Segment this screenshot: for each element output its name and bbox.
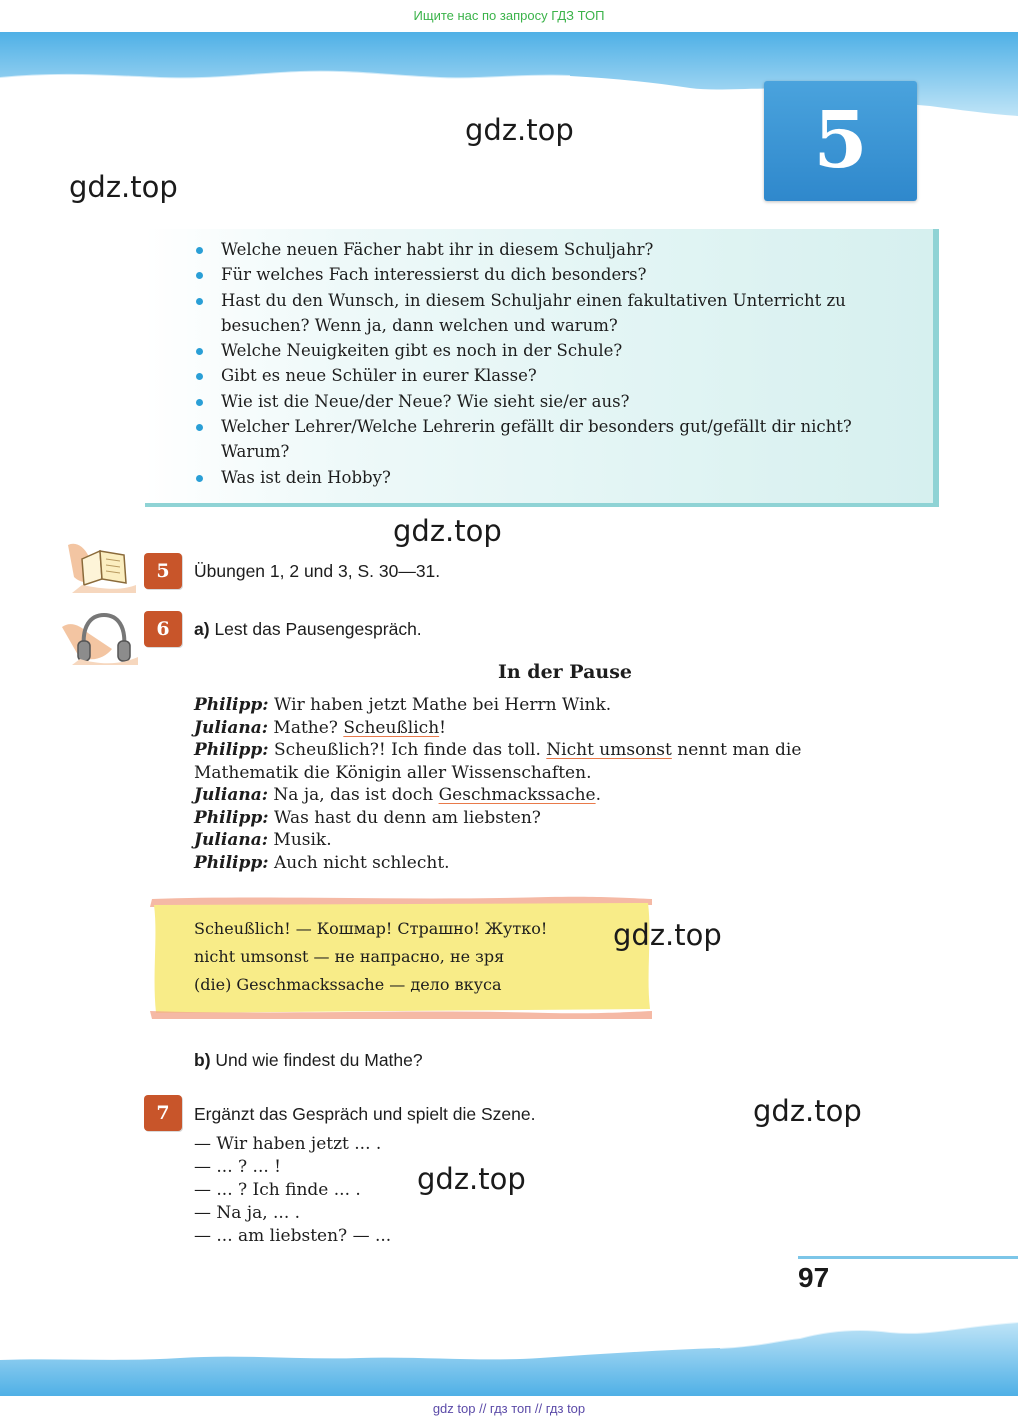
watermark: gdz.top [465, 113, 574, 147]
question-item [198, 363, 898, 388]
question-item [198, 465, 898, 490]
bullet-icon [196, 399, 203, 406]
exercise-number-badge: 5 [144, 553, 182, 589]
page-number: 97 [798, 1262, 830, 1293]
watermark: gdz.top [753, 1094, 862, 1128]
gap-line: — ... am liebsten? — ... [194, 1226, 392, 1246]
dialog-line [194, 784, 914, 807]
dialog-text: Auch nicht schlecht. [273, 852, 450, 873]
vocabulary-entry: nicht umsonst — не напрасно, не зря [194, 947, 505, 966]
bullet-icon [196, 247, 203, 254]
gap-line: — ... ? ... ! [194, 1157, 281, 1177]
exercise-instruction: Ergänzt das Gespräch und spielt die Szene. [194, 1104, 536, 1124]
exercise-instruction [194, 1050, 423, 1071]
watermark: gdz.top [69, 170, 178, 204]
bullet-icon [196, 348, 203, 355]
bullet-icon [196, 373, 203, 380]
question-text: Was ist dein Hobby? [221, 467, 391, 487]
question-item [198, 414, 898, 465]
question-item [198, 237, 898, 262]
question-text: Welche neuen Fächer habt ihr in diesem Schuljahr? [221, 240, 654, 259]
headphones-icon [60, 605, 140, 665]
workbook-icon [62, 537, 138, 593]
dialog-text: . [595, 785, 602, 805]
bullet-icon [196, 424, 203, 431]
page-number-rule [798, 1256, 1018, 1259]
speaker: Juliana: [194, 830, 268, 850]
instruction-text: Lest das Pausengespräch. [214, 619, 422, 639]
vocabulary-box [148, 895, 652, 1019]
exercise-instruction [194, 619, 422, 640]
dialog-title: In der Pause [497, 661, 632, 683]
question-text: Welcher Lehrer/Welche Lehrerin gefällt dir besonders gut/gefällt dir nicht? Warum? [221, 417, 852, 462]
gap-dialog [194, 1133, 391, 1248]
bullet-icon [196, 475, 203, 482]
question-item [198, 288, 898, 339]
gap-line: — Na ja, ... . [194, 1203, 301, 1223]
speaker: Philipp: [194, 695, 269, 715]
dialog-line [194, 739, 914, 762]
dialog [194, 694, 914, 874]
dialog-text: ! [439, 717, 446, 738]
dialog-text: Na ja, das ist doch [273, 785, 434, 805]
speaker: Juliana: [194, 717, 268, 738]
dialog-text: Mathe? [273, 717, 338, 738]
dialog-line [194, 762, 914, 785]
exercise-number-badge: 6 [144, 611, 182, 647]
dialog-text: Was hast du denn am liebsten? [273, 807, 541, 828]
question-item [198, 262, 898, 287]
question-text: Wie ist die Neue/der Neue? Wie sieht sie/er aus? [221, 391, 630, 411]
question-list [198, 237, 898, 490]
exercise-instruction: Übungen 1, 2 und 3, S. 30—31. [194, 561, 441, 581]
footer-wave [0, 1300, 1018, 1396]
watermark: gdz.top [393, 514, 502, 548]
dialog-text: Musik. [273, 830, 332, 850]
dialog-text: nennt man die [677, 740, 802, 760]
vocabulary-entry: Scheußlich! — Кошмар! Страшно! Жутко! [194, 919, 548, 938]
dialog-text: Wir haben jetzt Mathe bei Herrn Wink. [273, 695, 612, 715]
speaker: Juliana: [194, 785, 268, 805]
top-banner: Ищите нас по запросу ГДЗ ТОП [413, 8, 605, 23]
underlined-phrase: Nicht umsonst [546, 740, 672, 760]
dialog-line [194, 807, 914, 830]
instruction-text: Und wie findest du Mathe? [215, 1050, 423, 1070]
question-text: Gibt es neue Schüler in eurer Klasse? [221, 366, 537, 386]
question-box [145, 229, 939, 507]
dialog-line [194, 852, 914, 875]
dialog-line [194, 717, 914, 740]
underlined-phrase: Geschmackssache [438, 785, 596, 805]
question-item [198, 389, 898, 414]
gap-line: — Wir haben jetzt ... . [194, 1134, 382, 1154]
underlined-phrase: Scheußlich [343, 717, 440, 738]
item-label: a) [194, 619, 210, 639]
bullet-icon [196, 272, 203, 279]
question-text: Hast du den Wunsch, in diesem Schuljahr einen fakultativen Unterricht zu besuchen? Wenn ja, dann welchen und warum? [221, 290, 846, 335]
speaker: Philipp: [194, 740, 269, 760]
question-text: Welche Neuigkeiten gibt es noch in der Schule? [221, 341, 623, 361]
bottom-banner: gdz top // гдз топ // гдз top [432, 1401, 586, 1416]
question-item [198, 338, 898, 363]
gap-line: — ... ? Ich finde ... . [194, 1180, 361, 1200]
speaker: Philipp: [194, 852, 269, 873]
speaker: Philipp: [194, 807, 269, 828]
dialog-line [194, 694, 914, 717]
question-text: Für welches Fach interessierst du dich besonders? [221, 265, 647, 285]
chapter-number-box: 5 [764, 81, 917, 201]
bullet-icon [196, 298, 203, 305]
exercise-number-badge: 7 [144, 1095, 182, 1131]
dialog-line [194, 829, 914, 852]
dialog-text: Scheußlich?! Ich finde das toll. [273, 740, 541, 760]
item-label: b) [194, 1050, 211, 1070]
watermark: gdz.top [417, 1162, 526, 1196]
watermark: gdz.top [613, 918, 722, 952]
dialog-text: Mathematik die Königin aller Wissenschaften. [194, 762, 592, 783]
vocabulary-entry: (die) Geschmackssache — дело вкуса [194, 975, 502, 994]
